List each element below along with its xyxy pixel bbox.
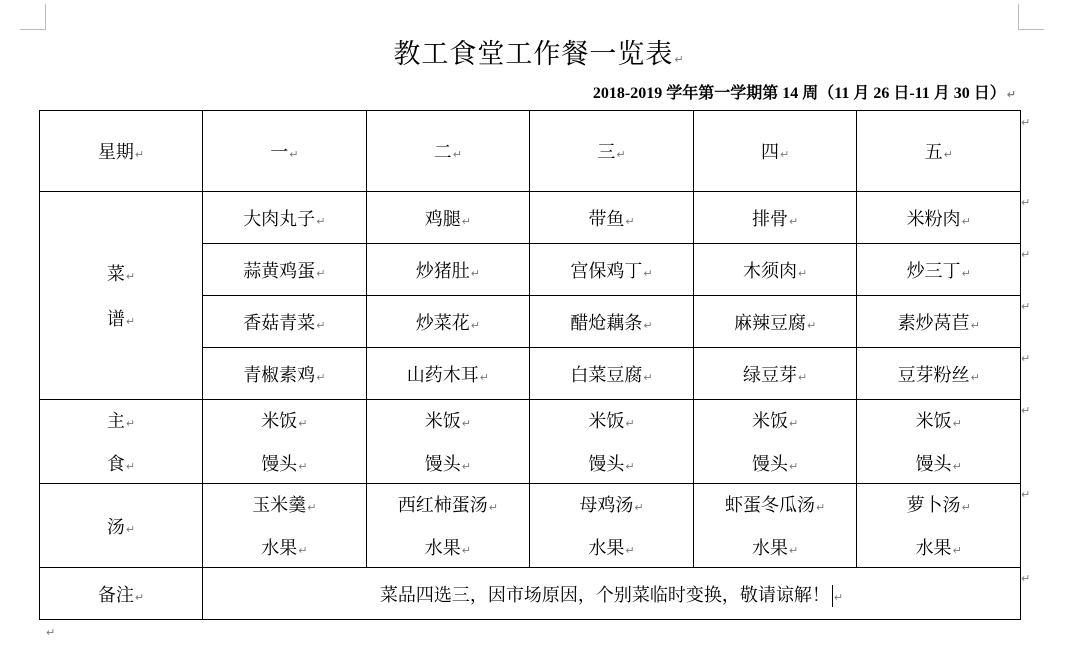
- dish-name: 米粉肉: [906, 208, 961, 230]
- dishes-label-char: 菜: [106, 264, 125, 285]
- paragraph-mark-icon: ↵: [470, 266, 480, 280]
- dish-cell[interactable]: [857, 348, 1021, 400]
- dish-name: 麻辣豆腐: [733, 312, 806, 334]
- paragraph-mark-icon: ↵: [470, 318, 480, 332]
- dish-cell[interactable]: [366, 244, 530, 296]
- paragraph-mark-icon: ↵: [316, 214, 326, 228]
- paragraph-mark-icon: ↵: [643, 266, 653, 280]
- staple-item: 米饭: [261, 411, 298, 432]
- dish-cell[interactable]: [857, 244, 1021, 296]
- dish-name: 醋炝藕条: [570, 312, 643, 334]
- paragraph-mark-icon: ↵: [616, 148, 626, 161]
- staple-item: 馒头: [915, 454, 952, 475]
- dishes-label-cell[interactable]: [40, 192, 203, 400]
- soup-cell[interactable]: [203, 484, 367, 568]
- paragraph-mark-icon: ↵: [134, 148, 145, 161]
- soup-label-cell[interactable]: [40, 484, 203, 568]
- paragraph-mark-icon: ↵: [788, 544, 799, 557]
- row-end-mark-icon: ↵: [1021, 488, 1031, 501]
- paragraph-mark-icon: ↵: [298, 544, 308, 557]
- paragraph-mark-icon: ↵: [952, 417, 962, 430]
- title-text: 教工食堂工作餐一览表: [393, 39, 674, 70]
- row-end-mark-icon: ↵: [1021, 352, 1031, 365]
- dish-row: [40, 192, 1021, 244]
- soup-item: 萝卜汤: [906, 495, 961, 516]
- paragraph-mark-icon: ↵: [961, 501, 971, 514]
- soup-cell[interactable]: [366, 484, 530, 568]
- paragraph-mark-icon: ↵: [461, 417, 471, 430]
- soup-cell[interactable]: [693, 484, 857, 568]
- soup-cell[interactable]: [530, 484, 694, 568]
- dish-name: 带鱼: [588, 208, 625, 230]
- paragraph-mark-icon: ↵: [788, 460, 799, 473]
- paragraph-mark-icon: ↵: [806, 318, 817, 332]
- paragraph-mark-icon: ↵: [779, 148, 790, 161]
- fruit-item: 水果: [261, 538, 298, 559]
- dish-cell[interactable]: [530, 244, 694, 296]
- paragraph-mark-icon: ↵: [461, 460, 471, 473]
- row-end-mark-icon: ↵: [1021, 572, 1031, 585]
- day-cell-tue[interactable]: [366, 111, 530, 192]
- paragraph-mark-icon: ↵: [488, 501, 498, 514]
- paragraph-mark-icon: ↵: [125, 270, 136, 283]
- note-text-cell[interactable]: [203, 568, 1021, 620]
- staple-cell[interactable]: [693, 400, 857, 484]
- staple-item: 馒头: [261, 454, 298, 475]
- staple-label-cell[interactable]: [40, 400, 203, 484]
- staple-item: 馒头: [424, 454, 461, 475]
- fruit-item: 水果: [751, 538, 788, 559]
- day-label: 三: [597, 142, 616, 163]
- day-label: 二: [433, 142, 452, 163]
- dish-cell[interactable]: [203, 192, 367, 244]
- paragraph-mark-icon: ↵: [298, 417, 308, 430]
- dish-cell[interactable]: [366, 192, 530, 244]
- row-end-mark-icon: ↵: [1021, 248, 1031, 261]
- paragraph-mark-icon: ↵: [625, 214, 635, 228]
- staple-cell[interactable]: [366, 400, 530, 484]
- staple-cell[interactable]: [530, 400, 694, 484]
- soup-item: 虾蛋冬瓜汤: [724, 495, 815, 516]
- staple-cell[interactable]: [857, 400, 1021, 484]
- crop-mark-top-right: [1018, 4, 1044, 30]
- paragraph-mark-icon: ↵: [461, 544, 471, 557]
- paragraph-mark-icon: ↵: [952, 544, 962, 557]
- day-cell-wed[interactable]: [530, 111, 694, 192]
- paragraph-mark-icon: ↵: [452, 148, 462, 161]
- text-cursor: [832, 585, 833, 607]
- paragraph-mark-icon: ↵: [625, 544, 635, 557]
- fruit-item: 水果: [424, 538, 461, 559]
- document-end-mark-icon: ↵: [46, 626, 56, 639]
- paragraph-mark-icon: ↵: [952, 460, 962, 473]
- crop-mark-top-left: [20, 4, 46, 30]
- paragraph-mark-icon: ↵: [125, 460, 136, 473]
- dish-cell[interactable]: [366, 348, 530, 400]
- day-cell-mon[interactable]: [203, 111, 367, 192]
- dish-cell[interactable]: [857, 296, 1021, 348]
- paragraph-mark-icon: ↵: [316, 266, 326, 280]
- paragraph-mark-icon: ↵: [461, 214, 471, 228]
- staple-cell[interactable]: [203, 400, 367, 484]
- dish-cell[interactable]: [203, 296, 367, 348]
- paragraph-mark-icon: ↵: [634, 501, 644, 514]
- dish-name: 炒猪肚: [415, 260, 470, 282]
- paragraph-mark-icon: ↵: [307, 501, 317, 514]
- paragraph-mark-icon: ↵: [479, 370, 489, 384]
- staple-item: 米饭: [588, 411, 625, 432]
- paragraph-mark-icon: ↵: [815, 501, 826, 514]
- dishes-label-char: 谱: [106, 309, 125, 330]
- paragraph-mark-icon: ↵: [316, 318, 326, 332]
- dish-name: 排骨: [751, 208, 788, 230]
- paragraph-mark-icon: ↵: [833, 590, 844, 604]
- paragraph-mark-icon: ↵: [961, 266, 971, 280]
- paragraph-mark-icon: ↵: [961, 214, 971, 228]
- staple-item: 馒头: [588, 454, 625, 475]
- row-end-mark-icon: ↵: [1021, 404, 1031, 417]
- note-label-cell[interactable]: [40, 568, 203, 620]
- fruit-item: 水果: [915, 538, 952, 559]
- paragraph-mark-icon: ↵: [788, 417, 799, 430]
- paragraph-mark-icon: ↵: [643, 370, 653, 384]
- soup-item: 西红柿蛋汤: [397, 495, 488, 516]
- dish-name: 白菜豆腐: [570, 364, 643, 386]
- dish-name: 宫保鸡丁: [570, 260, 643, 282]
- paragraph-mark-icon: ↵: [625, 460, 635, 473]
- paragraph-mark-icon: ↵: [797, 370, 808, 384]
- paragraph-mark-icon: ↵: [125, 417, 136, 430]
- menu-table[interactable]: [39, 110, 1021, 620]
- dish-name: 鸡腿: [424, 208, 461, 230]
- dish-cell[interactable]: [693, 296, 857, 348]
- paragraph-mark-icon: ↵: [125, 522, 136, 536]
- weekday-label-cell[interactable]: [40, 111, 203, 192]
- paragraph-mark-icon: ↵: [788, 214, 799, 228]
- dish-name: 山药木耳: [406, 364, 479, 386]
- paragraph-mark-icon: ↵: [125, 315, 136, 328]
- dish-name: 炒三丁: [906, 260, 961, 282]
- paragraph-mark-icon: ↵: [797, 266, 808, 280]
- dish-name: 青椒素鸡: [243, 364, 316, 386]
- paragraph-mark-icon: ↵: [298, 460, 308, 473]
- soup-item: 母鸡汤: [579, 495, 634, 516]
- soup-item: 玉米羹: [252, 495, 307, 516]
- week-subtitle[interactable]: [593, 80, 1016, 103]
- paragraph-mark-icon: ↵: [970, 370, 980, 384]
- note-row: [40, 568, 1021, 620]
- document-title[interactable]: [0, 32, 1078, 71]
- staple-item: 米饭: [915, 411, 952, 432]
- dish-cell[interactable]: [203, 244, 367, 296]
- day-label: 四: [760, 142, 779, 163]
- dish-name: 豆芽粉丝: [897, 364, 970, 386]
- dish-cell[interactable]: [530, 192, 694, 244]
- staple-item: 馒头: [751, 454, 788, 475]
- dish-name: 绿豆芽: [742, 364, 797, 386]
- dish-cell[interactable]: [693, 192, 857, 244]
- staple-label-char: 食: [106, 454, 125, 475]
- row-end-mark-icon: ↵: [1021, 300, 1031, 313]
- paragraph-mark-icon: ↵: [289, 148, 299, 161]
- header-row: [40, 111, 1021, 192]
- dish-cell[interactable]: [203, 348, 367, 400]
- dish-cell[interactable]: [693, 348, 857, 400]
- subtitle-text: 2018-2019 学年第一学期第 14 周（11 月 26 日-11 月 30 日）: [592, 85, 1006, 102]
- staple-item: 米饭: [424, 411, 461, 432]
- soup-cell[interactable]: [857, 484, 1021, 568]
- soup-row: [40, 484, 1021, 568]
- dish-name: 香菇青菜: [243, 312, 316, 334]
- dish-name: 木须肉: [742, 260, 797, 282]
- note-text: 菜品四选三，因市场原因，个别菜临时变换，敬请谅解！: [379, 584, 830, 606]
- soup-label: 汤: [106, 516, 125, 538]
- dish-name: 素炒莴苣: [897, 312, 970, 334]
- dish-cell[interactable]: [693, 244, 857, 296]
- weekday-label: 星期: [97, 142, 134, 163]
- staple-item: 米饭: [751, 411, 788, 432]
- paragraph-mark-icon: ↵: [643, 318, 653, 332]
- row-end-mark-icon: ↵: [1021, 116, 1031, 129]
- paragraph-mark-icon: ↵: [316, 370, 326, 384]
- paragraph-mark-icon: ↵: [134, 590, 145, 604]
- paragraph-mark-icon: ↵: [674, 53, 685, 66]
- row-end-mark-icon: ↵: [1021, 196, 1031, 209]
- note-label: 备注: [97, 584, 134, 606]
- staple-label-char: 主: [106, 411, 125, 432]
- paragraph-mark-icon: ↵: [943, 148, 953, 161]
- paragraph-mark-icon: ↵: [1006, 88, 1016, 101]
- paragraph-mark-icon: ↵: [625, 417, 635, 430]
- dish-cell[interactable]: [530, 296, 694, 348]
- staple-row: [40, 400, 1021, 484]
- dish-cell[interactable]: [366, 296, 530, 348]
- dish-name: 蒜黄鸡蛋: [243, 260, 316, 282]
- day-cell-thu[interactable]: [693, 111, 857, 192]
- day-cell-fri[interactable]: [857, 111, 1021, 192]
- day-label: 五: [924, 142, 943, 163]
- dish-cell[interactable]: [530, 348, 694, 400]
- dish-name: 大肉丸子: [243, 208, 316, 230]
- fruit-item: 水果: [588, 538, 625, 559]
- paragraph-mark-icon: ↵: [970, 318, 980, 332]
- day-label: 一: [270, 142, 289, 163]
- dish-cell[interactable]: [857, 192, 1021, 244]
- dish-name: 炒菜花: [415, 312, 470, 334]
